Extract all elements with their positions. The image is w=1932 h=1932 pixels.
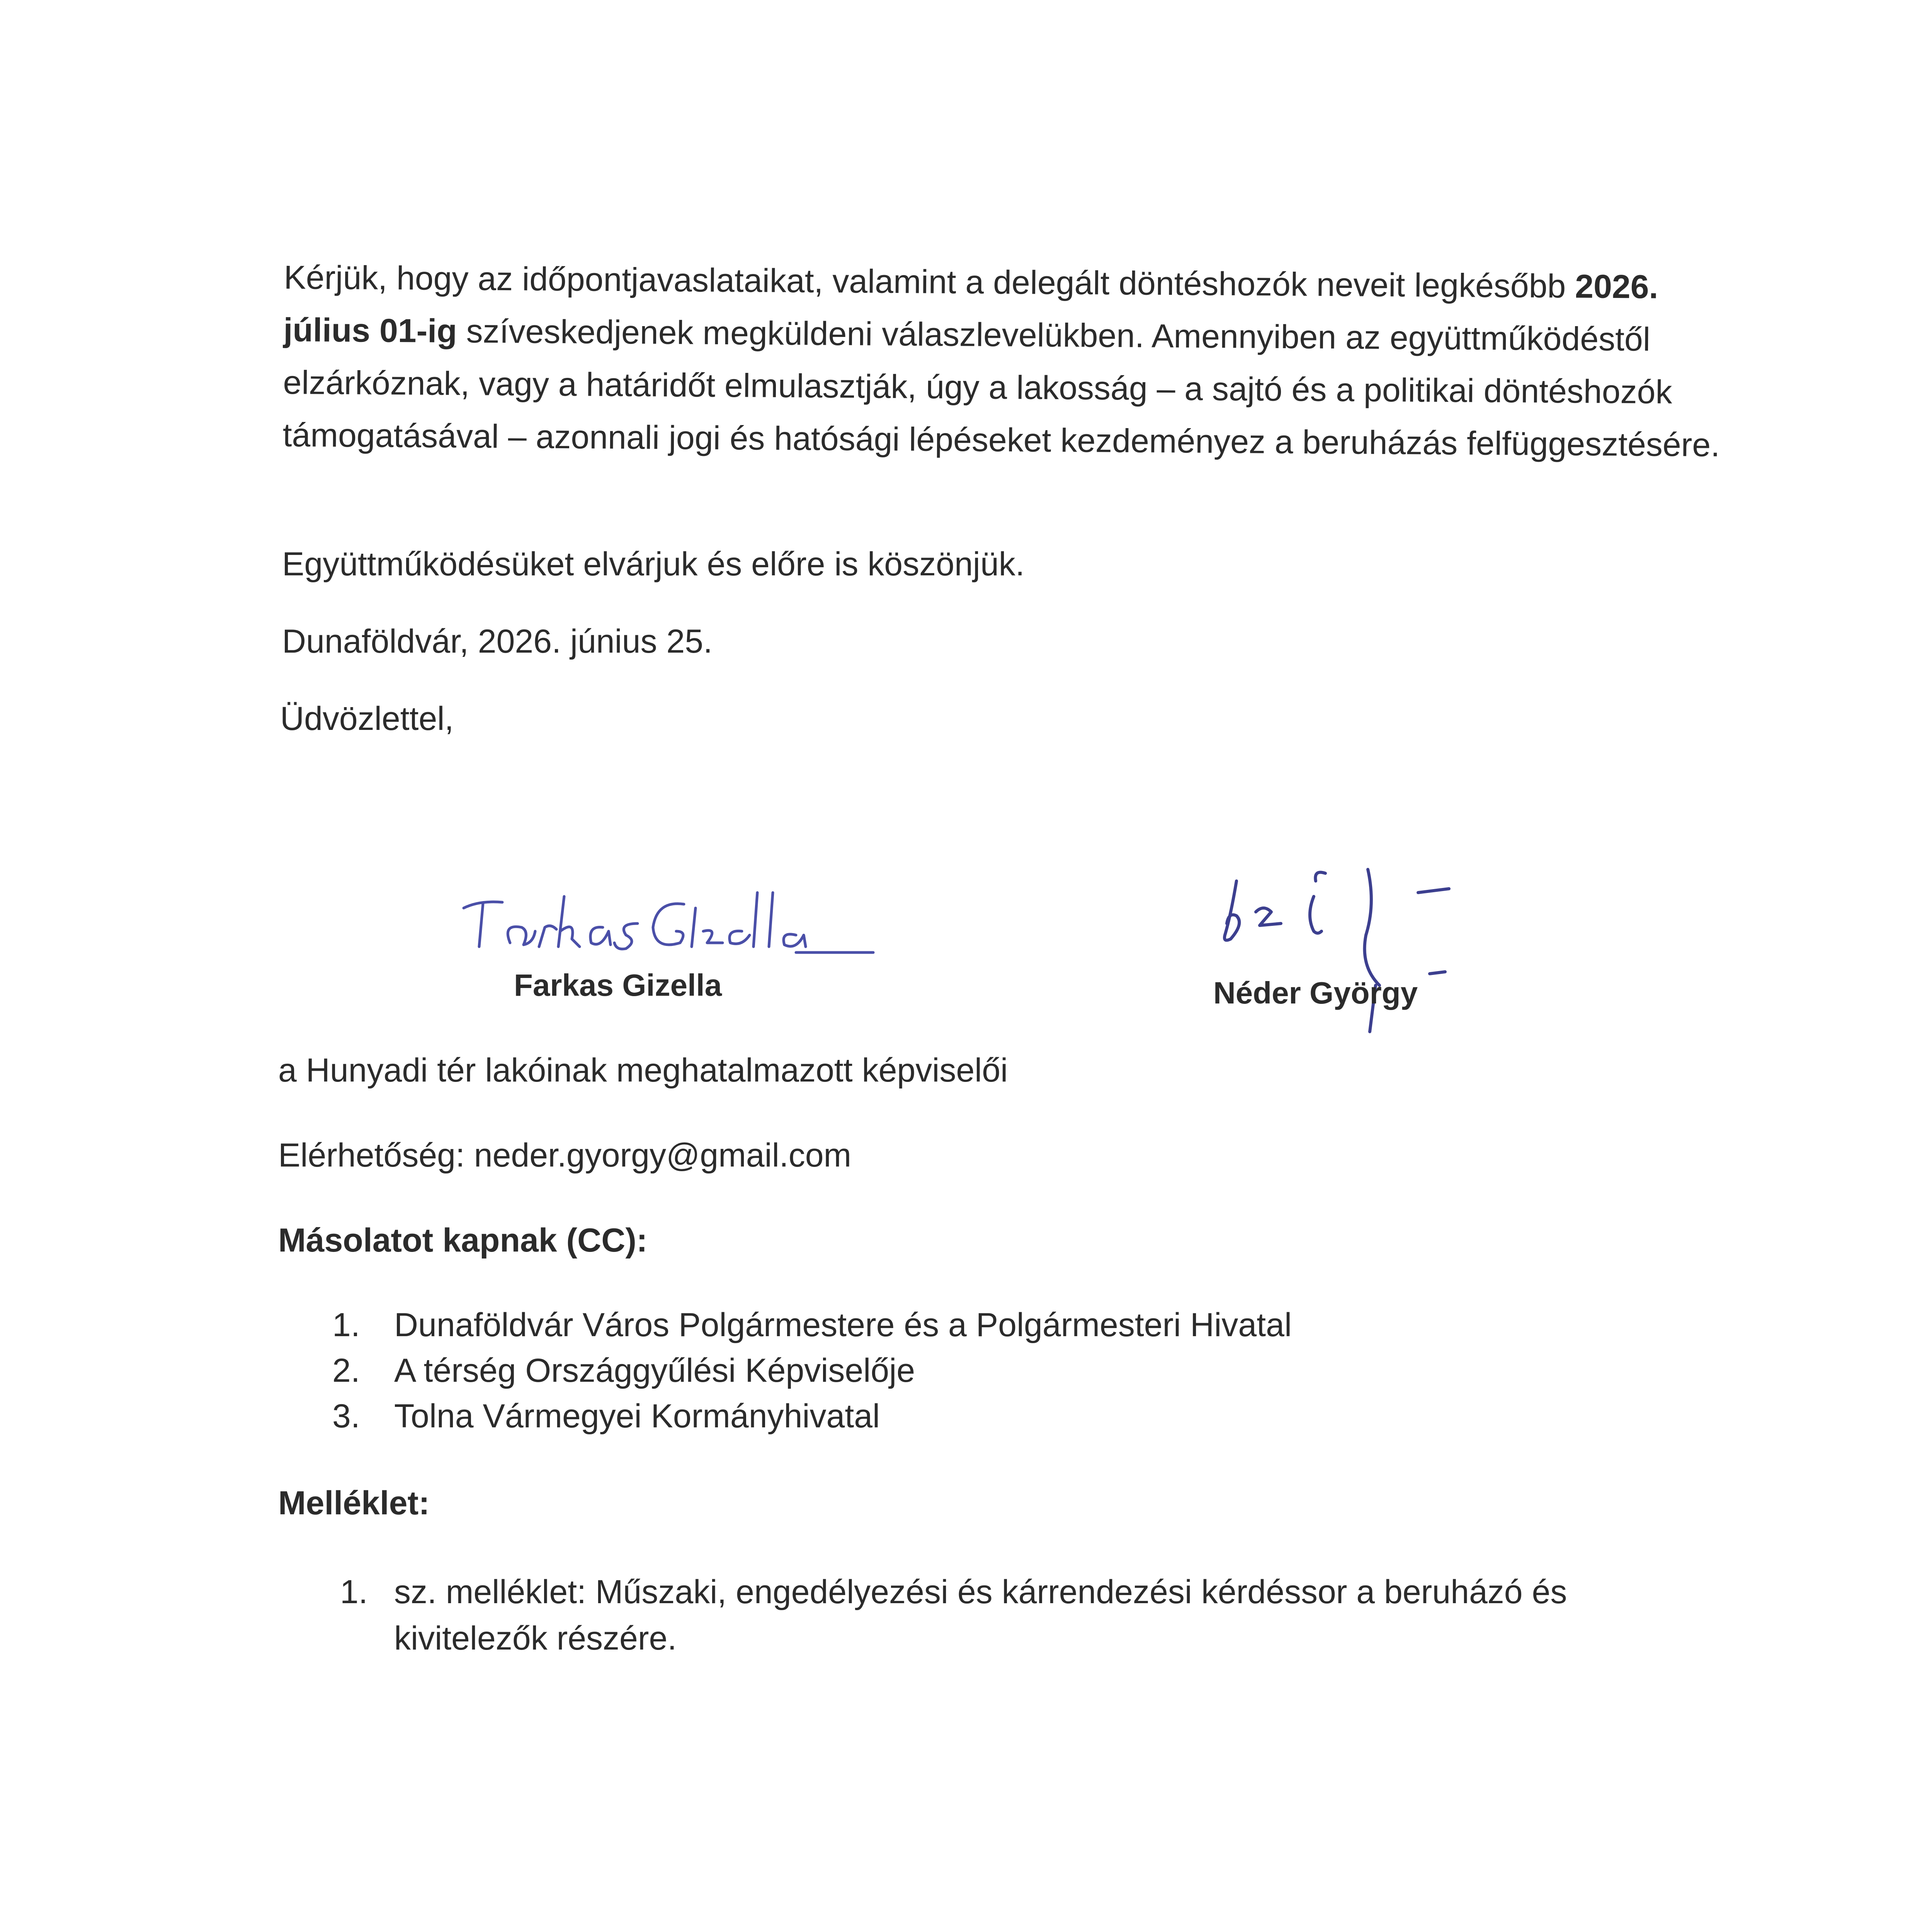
thanks-line: Együttműködésüket elvárjuk és előre is köszönjük. — [282, 546, 1025, 583]
list-number: 2. — [332, 1352, 360, 1389]
cc-list — [332, 1302, 1646, 1439]
greeting: Üdvözlettel, — [280, 700, 454, 737]
list-text: A térség Országgyűlési Képviselője — [394, 1352, 915, 1389]
representatives-line: a Hunyadi tér lakóinak meghatalmazott képviselői — [278, 1052, 1008, 1089]
annex-list — [340, 1569, 1692, 1662]
signatory-name-1: Farkas Gizella — [514, 968, 722, 1002]
list-item — [332, 1302, 1646, 1348]
list-number: 3. — [332, 1398, 360, 1435]
body-paragraph-part1: Kérjük, hogy az időpontjavaslataikat, valamint a delegált döntéshozók neveit legkésőbb — [284, 259, 1575, 305]
body-paragraph-part2: szíveskedjenek megküldeni válaszlevelükben. Amennyiben az együttműködéstől elzárkóznak, vagy a határidőt elmulasztják, úgy a lakosság – a sajtó és a politikai döntéshozók támogatásával – azonnali jogi és hatósági lépéseket kezdeményez a beruházás felfüggesztésére. — [282, 313, 1720, 464]
list-item — [340, 1569, 1692, 1662]
list-text: Dunaföldvár Város Polgármestere és a Polgármesteri Hivatal — [394, 1306, 1292, 1344]
list-text: sz. melléklet: Műszaki, engedélyezési és kárrendezési kérdéssor a beruházó és kivitelezők részére. — [394, 1573, 1567, 1657]
annex-heading: Melléklet: — [278, 1485, 430, 1522]
list-number: 1. — [340, 1573, 368, 1611]
list-item — [332, 1393, 1646, 1439]
signatory-name-2: Néder György — [1213, 976, 1418, 1010]
signature-farkas-gizella — [456, 885, 881, 970]
contact-line: Elérhetőség: neder.gyorgy@gmail.com — [278, 1137, 852, 1174]
list-text: Tolna Vármegyei Kormányhivatal — [394, 1398, 880, 1435]
body-paragraph — [282, 251, 1752, 472]
cc-heading: Másolatot kapnak (CC): — [278, 1222, 648, 1259]
place-date: Dunaföldvár, 2026. június 25. — [282, 623, 713, 660]
list-number: 1. — [332, 1306, 360, 1344]
deadline-text: 2026. július 01-ig — [283, 268, 1658, 350]
list-item — [332, 1348, 1646, 1393]
